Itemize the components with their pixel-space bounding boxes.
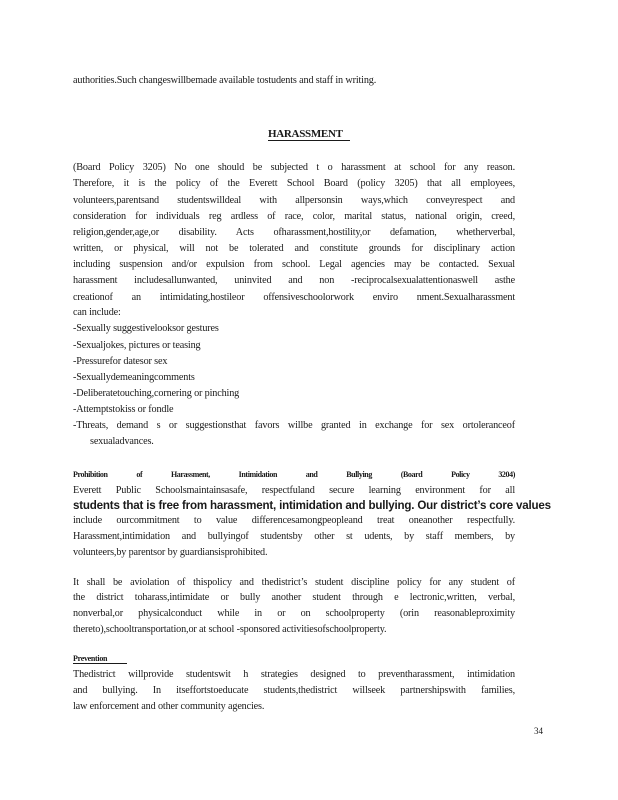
paragraph1-line: creationof an intimidating,hostileor offensiveschoolorwork enviro nment.Sexualharassment — [73, 292, 515, 303]
paragraph4-line: and bullying. In itseffortstoeducate students,thedistrict willseek partnershipswith families, — [73, 685, 515, 696]
paragraph2-line: Harassment,intimidation and bullyingof studentsby other st udents, by staff members, by — [73, 531, 515, 542]
list-item: -Sexually suggestivelooksor gestures — [73, 323, 219, 334]
paragraph1-line: volunteers,parentsand studentswilldeal with allpersonsin ways,which conveyrespect and — [73, 195, 515, 206]
paragraph1-line: consideration for individuals reg ardless of race, color, marital status, national origin, creed, — [73, 211, 515, 222]
list-item: -Deliberatetouching,cornering or pinching — [73, 388, 240, 399]
paragraph2-line: Everett Public Schoolsmaintainsasafe, respectfuland secure learning environment for all — [73, 485, 515, 496]
prohibition-heading: Prohibition of Harassment, Intimidation and Bullying (Board Policy 3204) — [73, 470, 515, 479]
paragraph1-line: (Board Policy 3205) No one should be subjected t o harassment at school for any reason. — [73, 162, 515, 173]
list-item: -Pressurefor datesor sex — [73, 356, 168, 367]
section-title: HARASSMENT — [268, 128, 343, 140]
paragraph1-line: written, or physical, will not be tolerated and constitute grounds for disciplinary action — [73, 243, 515, 254]
paragraph1-line: Therefore, it is the policy of the Everett School Board (policy 3205) that all employees, — [73, 178, 515, 189]
title-underline — [268, 140, 350, 141]
paragraph2-line: include ourcommitment to value differencesamongpeopleand treat oneanother respectfully. — [73, 515, 515, 526]
paragraph2-line: volunteers,by parentsor by guardiansisprohibited. — [73, 547, 268, 558]
paragraph1-line: can include: — [73, 307, 121, 318]
paragraph1-line: harassment includesallunwanted, uninvited and non -reciprocalsexualattentionaswell asthe — [73, 275, 515, 286]
paragraph1-line: religion,gender,age,or disability. Acts ofharassment,hostility,or defamation, whetherverbal, — [73, 227, 515, 238]
paragraph3-line: It shall be aviolation of thispolicy and thedistrict’s student discipline policy for any student of — [73, 577, 515, 588]
list-item: -Sexualjokes, pictures or teasing — [73, 340, 201, 351]
list-item: -Attemptstokiss or fondle — [73, 404, 174, 415]
core-values-line: students that is free from harassment, intimidation and bullying. Our district’s core values — [73, 499, 551, 512]
list-item: -Sexuallydemeaningcomments — [73, 372, 195, 383]
list-item: sexualadvances. — [90, 436, 154, 447]
page-number: 34 — [534, 726, 543, 736]
paragraph3-line: the district toharass,intimidate or bully another student through e lectronic,written, verbal, — [73, 592, 515, 603]
paragraph4-line: Thedistrict willprovide studentswit h strategies designed to preventharassment, intimidation — [73, 669, 515, 680]
list-item: -Threats, demand s or suggestionsthat favors willbe granted in exchange for sex ortoleranceof — [73, 420, 515, 431]
paragraph4-line: law enforcement and other community agencies. — [73, 701, 265, 712]
paragraph1-line: including suspension and/or expulsion from school. Legal agencies may be contacted. Sexual — [73, 259, 515, 270]
prevention-underline — [73, 663, 127, 664]
prevention-heading: Prevention — [73, 654, 108, 663]
paragraph3-line: thereto),schooltransportation,or at school -sponsored activitiesofschoolproperty. — [73, 624, 387, 635]
paragraph3-line: nonverbal,or physicalconduct while in or on schoolproperty (orin reasonableproximity — [73, 608, 515, 619]
intro-line: authorities.Such changeswillbemade available tostudents and staff in writing. — [73, 75, 377, 86]
